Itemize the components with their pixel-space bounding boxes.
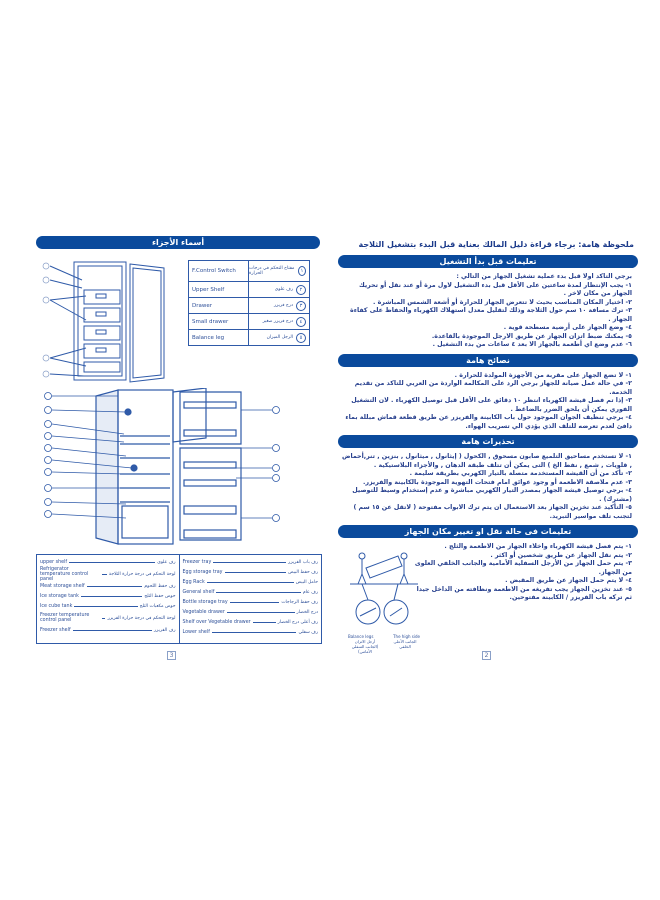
part-ar: درج فريزر صغير: [262, 319, 293, 324]
refrigerator-diagram: [36, 388, 320, 552]
legend-item: Shelf over Vegetable drawer رف أعلى درج الخضار: [182, 619, 318, 625]
legend-item: upper shelf رف علوي: [40, 559, 176, 565]
page-number-left: 3: [167, 651, 176, 660]
page-number-right: 2: [482, 651, 491, 660]
list-item: ٣- ترك مسافة ١٠ سم حول الثلاجة وذلك لتقليل معدل استهلاك الكهرباء والحفاظ على كفاءة الجهاز .: [350, 307, 632, 323]
list-item: ٤- وضع الجهاز على أرضية مسطحة قوية .: [503, 324, 632, 331]
list-item: ٦- عدم وضع اي أطعمة بالجهاز الا بعد ٤ ساعات من بدء التشغيل .: [432, 341, 632, 348]
legend-column-left: [37, 555, 180, 643]
legend-item: Ice storage tank حوض حفظ الثلج: [40, 593, 176, 599]
list-item: ١- يتم فصل قيشة الكهرباء واخلاء الجهاز من الاطعمة والثلج .: [444, 543, 632, 550]
carrying-people-icon: [348, 550, 420, 630]
part-en: Upper Shelf: [189, 282, 249, 297]
caption-balance-legs: Balance legs: [348, 634, 374, 639]
list-item: ٣- إذا تم فصل قيشة الكهرباء انتظر ١٠ دقائق على الأقل قبل توصيل الكهرباء . لان التشغيل الفوري يمكن أن يلحق الضرر بالضاغط .: [351, 397, 632, 413]
legend-item: Egg Rack حامل البيض: [182, 579, 318, 585]
caption-high-side-ar: الجانب الأعلى الخلفي: [393, 639, 417, 649]
list-item: ٢- في حالة عمل صيانة للجهاز برجي الرد على المكالمة الواردة من العربي للتاكد من تقديم الخدمة.: [354, 380, 632, 396]
section-banner: تحذيرات هامة: [338, 435, 638, 448]
legend-column-right: [180, 555, 322, 643]
freezer-diagram: [36, 258, 186, 386]
list-item: ٤- برجي توصيل قيشة الجهاز بمصدر التيار الكهربي مباشرة و عدم إستخدام وسيط للتوصيل (مشترك) .: [352, 487, 632, 503]
list-item: ١- يجب الإنتظار لمدة ساعتين على الأقل قبل بدء التشغيل لاول مرة أو عند نقل أو تحريك الجهاز من مكان لاخر .: [358, 281, 632, 297]
list-item: ٤- لا يتم حمل الجهاز عن طريق المقبض .: [505, 577, 632, 584]
list-item: ٥- عند تخزين الجهاز يجب تفريغه من الاطعمة ونظافته من الداخل جيدا ثم تركه باب الفريزر / الكابينة مفتوحين.: [416, 585, 632, 601]
parts-names-banner: أسماء الأجزاء: [36, 236, 320, 249]
caption-high-side: The high side: [393, 634, 420, 639]
moving-illustration: [348, 550, 420, 654]
legend-item: Refrigerator temperature control panel لوحة التحكم في درجة حرارة الثلاجة: [40, 566, 176, 582]
list-item: ٣- عدم ملاصقة الاطعمة أو وجود عوائق امام فتحات التهوية الموجودة بالكابينة والفريزر.: [362, 478, 632, 486]
parts-row: [189, 330, 309, 345]
part-en: Balance leg: [189, 330, 249, 345]
part-ar: مفتاح التحكم في درجات الحرارة: [249, 266, 295, 276]
section-before-operation: [338, 255, 638, 350]
section-important-tips: [338, 354, 638, 432]
legend-item: Egg storage tray رف حفظ البيض: [182, 569, 318, 575]
section-banner: نصائح هامة: [338, 354, 638, 367]
list-item: ٢- اختيار المكان المناسب بحيث لا تتعرض الجهاز للحرارة أو أشعة الشمس المباشرة .: [372, 298, 632, 306]
parts-row: [189, 261, 309, 282]
legend-item: Freezer tray رف باب الفريزر: [182, 559, 318, 565]
part-number: ١: [298, 266, 306, 276]
section-banner: تعليمات فى حالة نقل او تغيير مكان الجهاز: [338, 525, 638, 538]
part-number: ٤: [296, 317, 306, 327]
legend-item: Meat storage shelf رف حفظ اللحوم: [40, 583, 176, 589]
part-number: ٢: [296, 285, 306, 295]
legend-item: Ice cube tank حوض مكعبات الثلج: [40, 603, 176, 609]
part-en: Small drawer: [189, 314, 249, 329]
legend-item: Freezer temperature control panel لوحة التحكم في درجة حرارة الفريزر: [40, 613, 176, 623]
important-note-title: ملحوظة هامة: برجاء قراءة دليل المالك بعناية قبل البدء بتشغيل الثلاجة: [358, 240, 634, 249]
list-item: ١- لا تستخدم مساحيق التلميع صابون مسحوق , الكحول ( إيثانول , ميثانول , بنزين , تنر,أحماض , قلويات , شمع , نفط الخ ) التى يمكن أن تتلف طبقة الدهان , والأجزاء البلاستيكية .: [342, 453, 632, 469]
part-en: Drawer: [189, 298, 249, 313]
part-number: ٥: [296, 333, 306, 343]
list-item: ١- لا تضع الجهاز على مقربة من الأجهزة المولدة للحرارة .: [454, 371, 632, 379]
part-ar: رف علوي: [274, 287, 293, 292]
parts-row: [189, 314, 309, 330]
part-number: ٣: [296, 301, 306, 311]
section-banner: تعليمات قبل بدأ التشغيل: [338, 255, 638, 268]
part-en: F.Control Switch: [189, 261, 249, 281]
legend-item: Freezer shelf رف الفريزر: [40, 627, 176, 633]
list-item: ٢- تأكد من أن القيشة المستخدمة متصلة بالتيار الكهربي بطريقة سليمة .: [409, 470, 632, 477]
parts-row: [189, 298, 309, 314]
section-warnings: [338, 435, 638, 521]
freezer-parts-table: [188, 260, 310, 346]
legend-item: Bottle storage tray رف حفظ الزجاجات: [182, 599, 318, 605]
part-ar: درج فريزر: [273, 303, 293, 308]
left-page: [36, 236, 320, 635]
list-item: ٣- يتم حمل الجهاز من الأرجل السفلية الأمامية والجانب الخلفي العلوى من الجهاز.: [414, 560, 632, 576]
parts-legend: [36, 554, 322, 644]
caption-balance-legs-ar: أرجل الاتزان (الجانب السفلي الأمامي): [351, 639, 379, 654]
parts-row: [189, 282, 309, 298]
list-item: ٥- يمكنك ضبط اتزان الجهاز عن طريق الارجل الموجودة بالقاعدة.: [431, 332, 632, 340]
section-intro: برجي التاكد اولا قبل بدء عملية تشغيل الجهاز من التالي :: [456, 273, 632, 280]
legend-item: Lower shelf رف سفلي: [182, 629, 318, 635]
list-item: ٥- التأكيد عند تخزين الجهاز بعد الاستعمال ان يتم ترك الابواب مفتوحة ( لاتقل عن ١٥ سم ) لتجنب تلف مواسير التبريد.: [353, 504, 632, 520]
legend-item: General shelf رف عام: [182, 589, 318, 595]
list-item: ٤- برجي تنظيف الجوان الموجود حول باب الكابينة والفريزر عن طريق قطعة قماش مبللة بماء دافئ لعدم تعرضه للتلف الذي يؤدي الي تسريب الهواء.: [345, 414, 632, 430]
legend-item: Vegetable drawer درج الخضار: [182, 609, 318, 615]
part-ar: الرجل الميزان: [266, 335, 293, 340]
list-item: ٢- يتم نقل الجهاز عن طريق شخصين أو اكثر .: [490, 551, 632, 559]
